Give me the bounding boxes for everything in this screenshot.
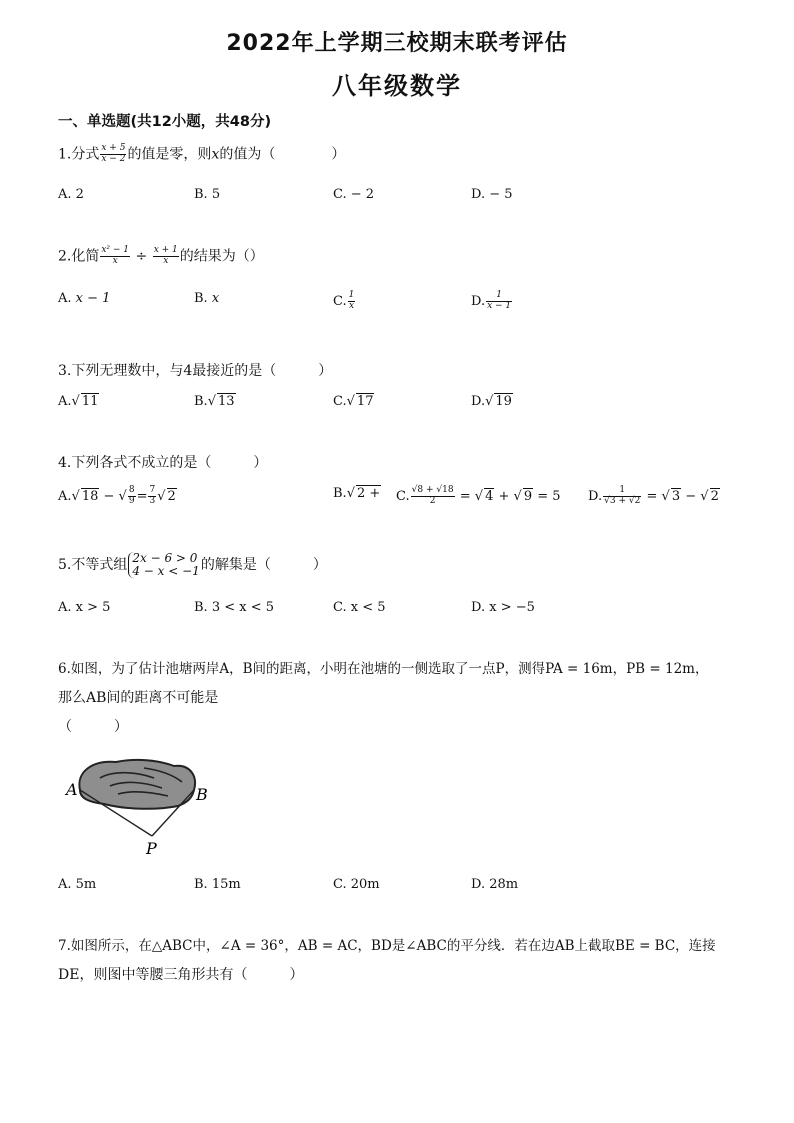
label-b: B (196, 785, 208, 804)
q3-prefix: 3.下列无理数中，与 (58, 363, 184, 379)
q4-option-d[interactable]: D. $\frac{1}{√3 + √2}$ = √ 3 − √ 2 (588, 485, 719, 506)
q5-option-a[interactable]: A. x > 5 (58, 600, 111, 615)
q2-suffix: 的结果为（） (179, 248, 264, 265)
label-p: P (146, 839, 157, 858)
q2-fraction-1 (100, 246, 130, 267)
q3-option-c[interactable]: C.√ 17 (333, 394, 374, 409)
q1-fraction (100, 144, 126, 165)
q4-option-a[interactable]: A.√ 18 − √ $\frac{8}{9}$ = $\frac{7}{3}$ √ 2 (58, 485, 176, 506)
pond-figure (58, 752, 218, 862)
q6-option-c[interactable]: C. 20m (333, 877, 380, 892)
q6-option-b[interactable]: B. 15m (194, 877, 241, 892)
q5-line-2: 4 − x < −1 (132, 564, 200, 579)
q5-option-b[interactable]: B. 3 < x < 5 (194, 600, 275, 615)
q6-option-a[interactable]: A. 5m (58, 877, 97, 892)
q2-fraction-2 (153, 246, 179, 267)
question-6-line-2: 那么AB间的距离不可能是 (58, 690, 219, 706)
q3-option-a[interactable]: A.√ 11 (58, 394, 99, 409)
question-2 (58, 246, 758, 267)
q2-option-c[interactable]: C. $\frac{1}{x}$ (333, 290, 355, 311)
q1-option-d[interactable]: D. − 5 (471, 187, 513, 202)
question-7-line-1: 7.如图所示，在△ABC中，∠A = 36°，AB = AC，BD是∠ABC的平分线．若在边AB上截取BE = BC，连接 (58, 938, 716, 954)
q1-prefix: 1.分式 (58, 146, 100, 163)
q1-numerator: x + 5 (101, 143, 126, 153)
q2-den-1: x (112, 255, 118, 266)
section-heading: 一、单选题(共12小题，共48分) (58, 114, 272, 130)
q1-option-c[interactable]: C. − 2 (333, 187, 375, 202)
question-1 (58, 144, 758, 165)
q3-option-b[interactable]: B.√ 13 (194, 394, 235, 409)
q2-den-2: x (163, 255, 169, 266)
q4-option-b[interactable]: B.√ 2 + (333, 486, 381, 501)
q1-denominator: x − 2 (101, 153, 126, 164)
q5-options (58, 600, 758, 622)
q1-options (58, 187, 758, 209)
q2-options (58, 291, 758, 313)
q5-system (128, 552, 199, 578)
q1-suffix: 的值为（ ） (219, 146, 346, 163)
label-a: A (66, 780, 78, 799)
question-6-line-1: 6.如图，为了估计池塘两岸A，B间的距离，小明在池塘的一侧选取了一点P，测得PA = 16m，PB = 12m， (58, 661, 709, 677)
q1-mid: 的值是零，则 (127, 146, 212, 163)
q5-line-1: 2x − 6 > 0 (132, 551, 198, 565)
q3-option-d[interactable]: D.√ 19 (471, 394, 512, 409)
q2-option-b[interactable]: B. x (194, 291, 220, 306)
q1-option-a[interactable]: A. 2 (58, 187, 84, 202)
q6-option-d[interactable]: D. 28m (471, 877, 519, 892)
q6-options (58, 877, 758, 899)
exam-title: 2022年上学期三校期末联考评估 (226, 31, 568, 56)
q4-option-c[interactable]: C. $\frac{√8 + √18}{2}$ = √ 4 + √ 9 = 5 (396, 485, 561, 506)
q3-four: 4 (183, 363, 193, 379)
question-7-line-2: DE，则图中等腰三角形共有（ ） (58, 967, 304, 983)
q2-num-1: x² − 1 (101, 245, 130, 255)
q2-divide: ÷ (135, 248, 148, 265)
q1-var: x (211, 146, 220, 163)
question-5 (58, 552, 758, 578)
exam-subtitle: 八年级数学 (332, 72, 462, 100)
q3-suffix: 最接近的是（ ） (192, 363, 333, 379)
q5-option-c[interactable]: C. x < 5 (333, 600, 386, 615)
q2-num-2: x + 1 (153, 245, 178, 255)
q3-options (58, 394, 758, 416)
q5-suffix: 的解集是（ ） (200, 557, 327, 574)
q5-option-d[interactable]: D. x > −5 (471, 600, 535, 615)
q2-option-d[interactable]: D. $\frac{1}{x - 1}$ (471, 290, 512, 311)
q4-options (58, 484, 758, 512)
q5-prefix: 5.不等式组 (58, 557, 128, 574)
q1-option-b[interactable]: B. 5 (194, 187, 221, 202)
q2-option-a[interactable]: A. x − 1 (58, 291, 111, 306)
question-4: 4.下列各式不成立的是（ ） (58, 455, 268, 471)
q2-prefix: 2.化简 (58, 248, 100, 265)
question-6-line-3: （ ） (58, 719, 128, 735)
question-3 (58, 362, 758, 382)
